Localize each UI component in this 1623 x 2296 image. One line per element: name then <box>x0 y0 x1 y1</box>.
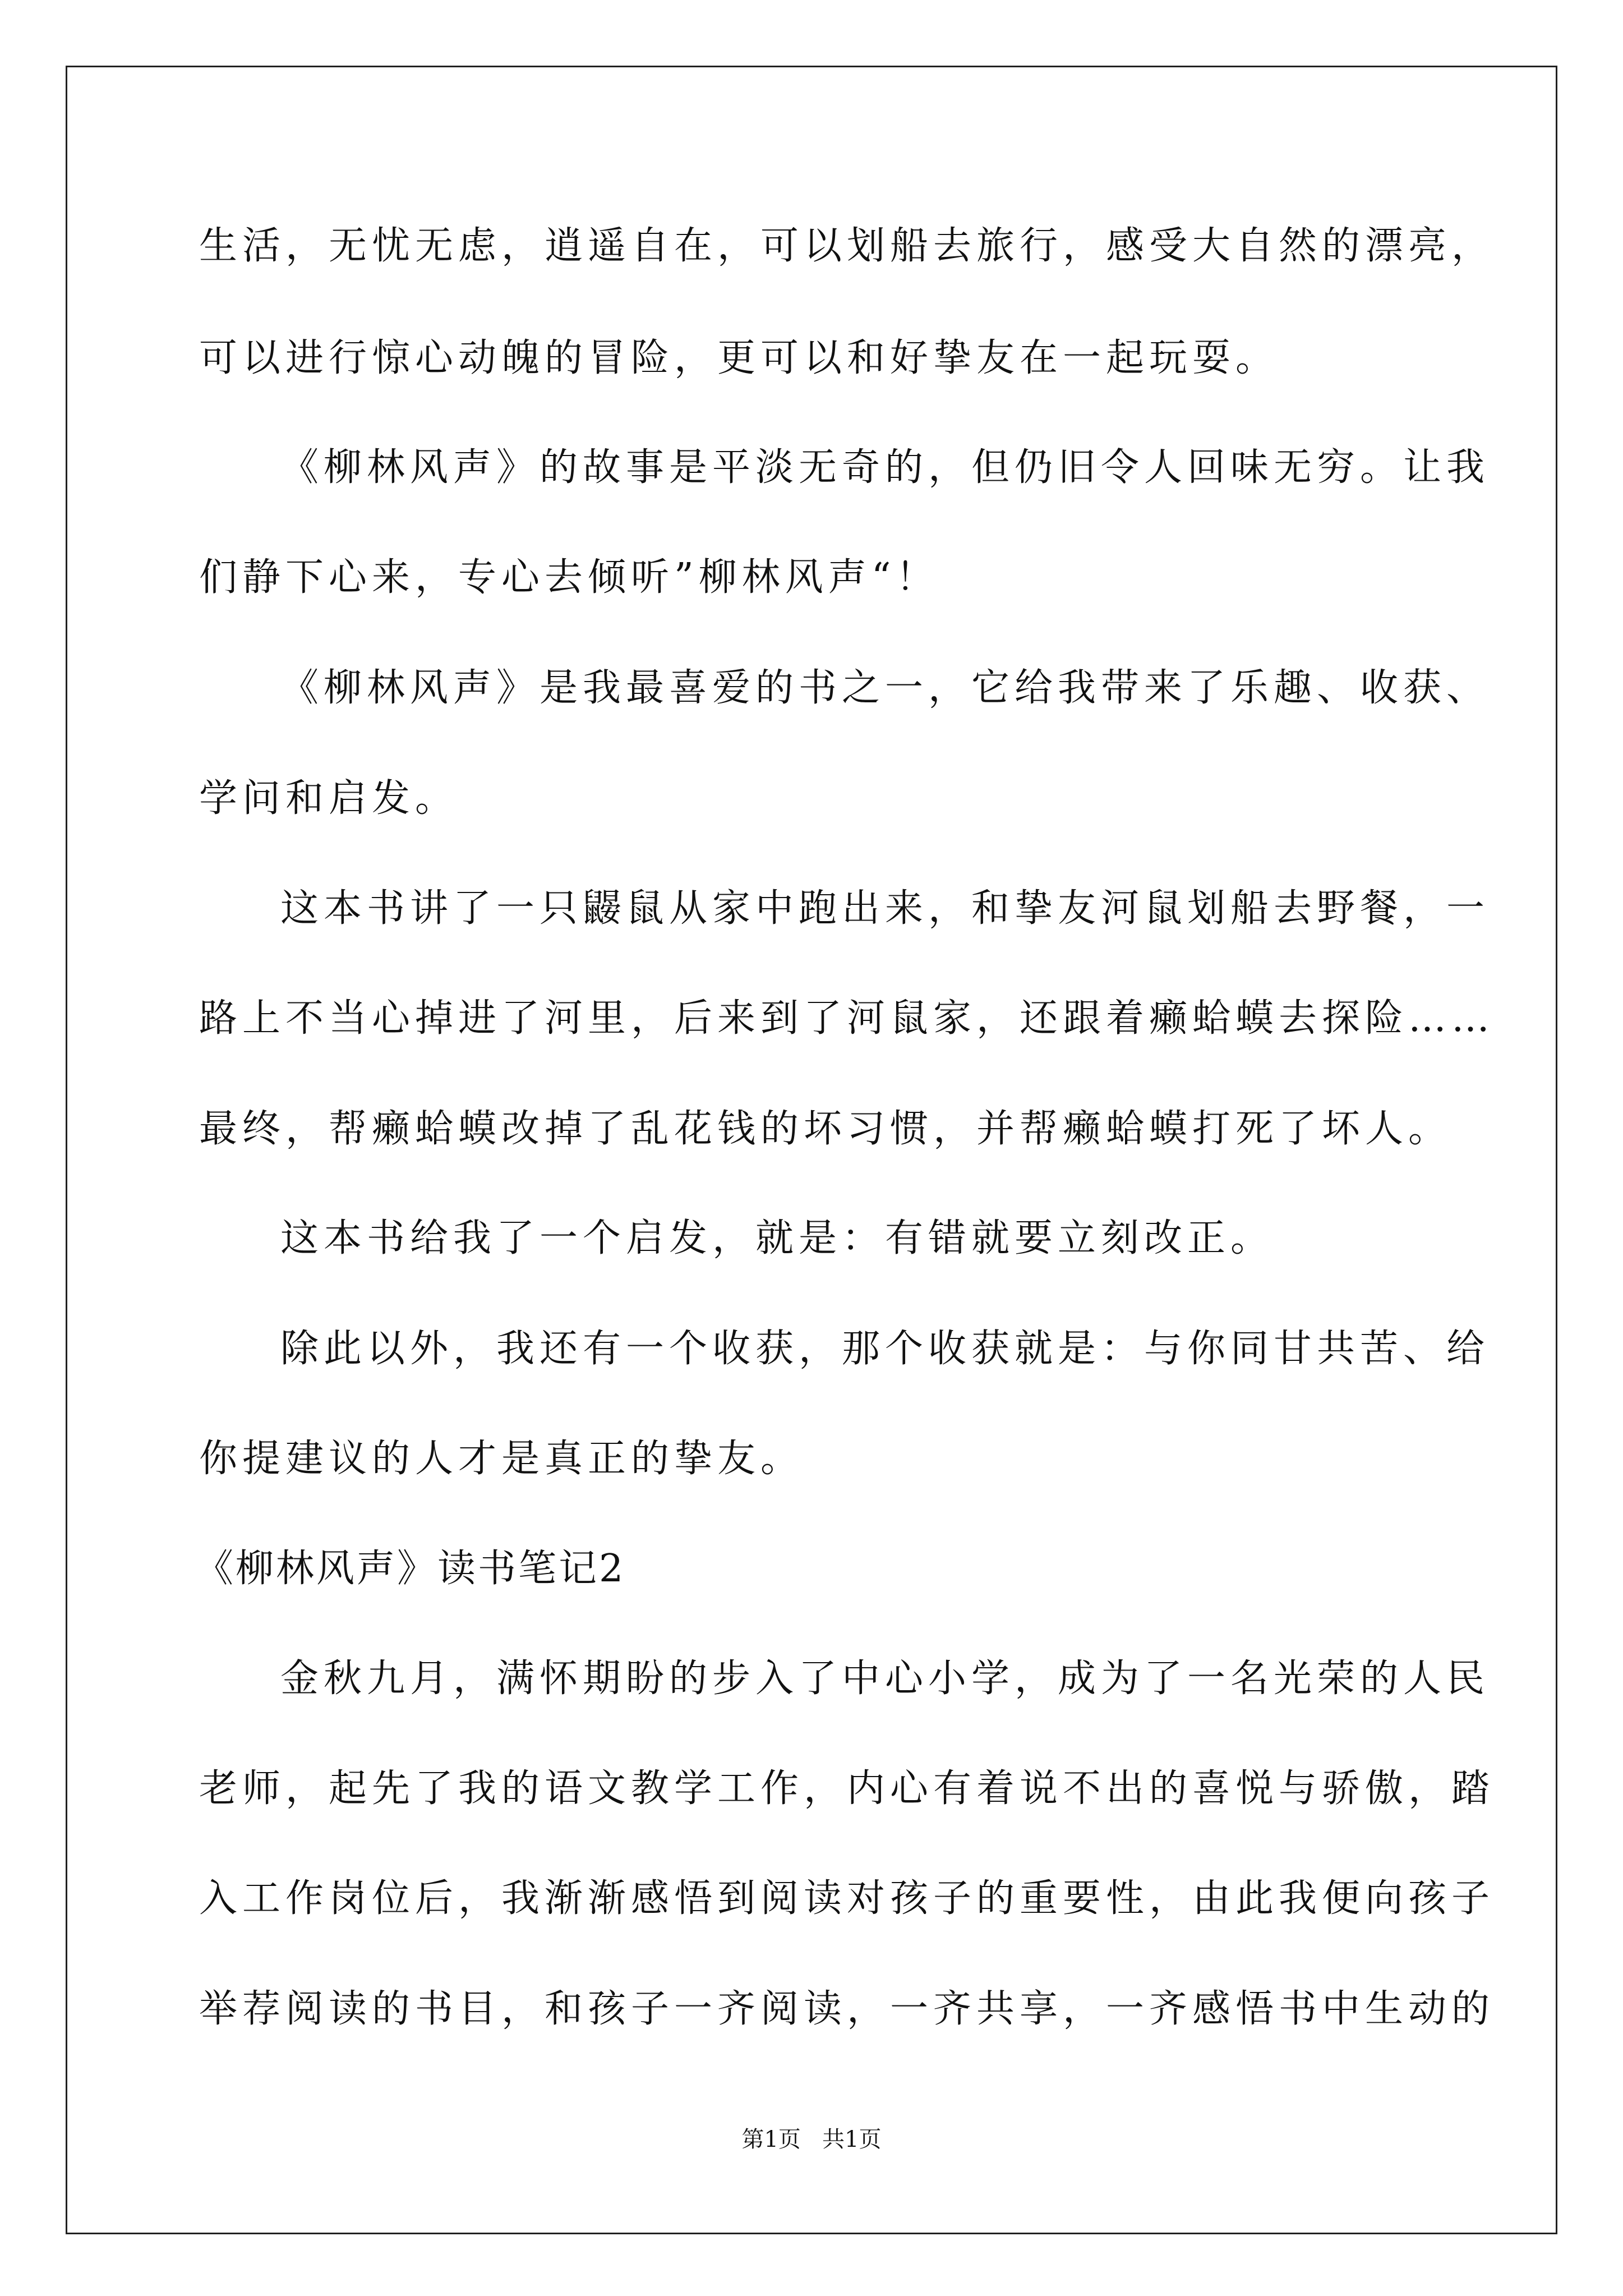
body-line: 学问和启发。 <box>199 776 459 821</box>
paragraph-first-line: 这本书给我了一个启发，就是：有错就要立刻改正。 <box>280 1216 1274 1260</box>
paragraph-first-line: 除此以外，我还有一个收获，那个收获就是：与你同甘共苦、给 <box>280 1327 1490 1371</box>
paragraph-first-line: 《柳林风声》是我最喜爱的书之一，它给我带来了乐趣、收获、 <box>280 666 1490 710</box>
paragraph-first-line: 《柳林风声》的故事是平淡无奇的，但仍旧令人回味无穷。让我 <box>280 445 1490 490</box>
body-line: 最终，帮癞蛤蟆改掉了乱花钱的坏习惯，并帮癞蛤蟆打死了坏人。 <box>199 1107 1452 1151</box>
body-line: 入工作岗位后，我渐渐感悟到阅读对孩子的重要性，由此我便向孩子 <box>199 1876 1495 1921</box>
body-line: 举荐阅读的书目，和孩子一齐阅读，一齐共享，一齐感悟书中生动的 <box>199 1987 1495 2031</box>
paragraph-first-line: 这本书讲了一只鼹鼠从家中跑出来，和挚友河鼠划船去野餐，一 <box>280 886 1490 931</box>
section-heading: 《柳林风声》读书笔记2 <box>195 1547 626 1591</box>
paragraph-first-line: 金秋九月，满怀期盼的步入了中心小学，成为了一名光荣的人民 <box>280 1657 1490 1701</box>
page-number: 第1页 共1页 <box>741 2127 882 2152</box>
body-line: 老师，起先了我的语文教学工作，内心有着说不出的喜悦与骄傲，踏 <box>199 1766 1495 1811</box>
body-line: 你提建议的人才是真正的挚友。 <box>199 1437 804 1481</box>
body-line: 生活，无忧无虑，逍遥自在，可以划船去旅行，感受大自然的漂亮， <box>199 224 1495 268</box>
body-line: 们静下心来，专心去倾听”柳林风声“！ <box>199 555 939 600</box>
body-line: 可以进行惊心动魄的冒险，更可以和好挚友在一起玩耍。 <box>199 336 1279 380</box>
body-line: 路上不当心掉进了河里，后来到了河鼠家，还跟着癞蛤蟆去探险…… <box>199 996 1495 1041</box>
